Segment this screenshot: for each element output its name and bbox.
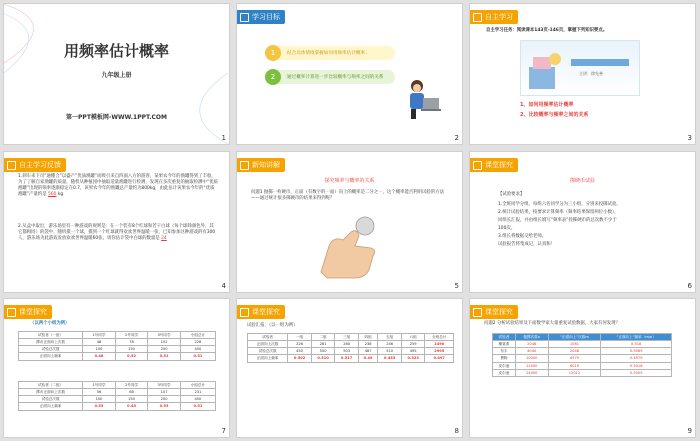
table-cell: 0.5069 [601, 348, 672, 355]
requirement-4: 试验报告将集成记，认真和！ [498, 242, 556, 247]
slide-number: 5 [454, 282, 459, 290]
table-header-row [19, 382, 216, 389]
table-cell: “正面向上”频率（m/n） [601, 334, 672, 341]
table-cell: 100 [83, 396, 116, 403]
question-text: 问题2 分析试验结果及下面数学家大量重复试验数据，大家有何发现？ [484, 321, 620, 326]
section-tag: 自主学习反馈 [4, 158, 66, 172]
table-cell: 150 [115, 346, 148, 353]
report-note: 试验汇报：（以一组为例） [247, 323, 298, 328]
table-cell: 102 [148, 339, 181, 346]
table-row [19, 389, 216, 396]
group-note: （以两个小组为例） [30, 321, 70, 326]
table-header-row [248, 334, 454, 341]
table-cell: 10000 [515, 355, 548, 362]
table-row [493, 348, 672, 355]
table-cell: 1号同学 [83, 382, 116, 389]
table-cell: 0.45 [115, 403, 148, 410]
slide-7[interactable] [3, 298, 230, 438]
slide-number: 3 [687, 134, 692, 142]
group-2-table [18, 381, 216, 411]
requirements-heading: 【试验要求】 [498, 192, 525, 197]
requirement-1: 1.全班同学分组，每组六名同学分为三小组，分别来投掷试验。 [498, 202, 621, 207]
table-cell: 0.51 [148, 353, 181, 360]
key-point-2: 2、比较概率与频率之间的关系 [520, 112, 589, 118]
table-cell: 0.52 [115, 353, 148, 360]
goal-item-1 [267, 46, 395, 60]
table-row [248, 355, 454, 362]
table-cell: 掷币正面向上次数 [19, 389, 83, 396]
table-cell: 246 [378, 341, 402, 348]
table-cell: 0.51 [180, 403, 215, 410]
table-row [493, 341, 672, 348]
section-tag: 课堂探究 [237, 305, 285, 319]
table-cell: 试验总次数 [19, 396, 83, 403]
table-cell: 4040 [515, 348, 548, 355]
table-cell: 68 [115, 389, 148, 396]
group-1-table [18, 331, 216, 361]
table-cell: 二组 [311, 334, 335, 341]
slide-6[interactable] [469, 151, 696, 293]
slide-9[interactable] [469, 298, 696, 438]
table-cell: 281 [311, 341, 335, 348]
section-tag: 课堂探究 [4, 305, 52, 319]
table-cell: 一组 [288, 334, 312, 341]
book-illustration [525, 49, 565, 93]
slide-subtitle: 九年级上册 [101, 72, 132, 79]
slide-2[interactable] [236, 3, 463, 145]
table-row [19, 396, 216, 403]
goal-item-2 [267, 70, 395, 84]
table-cell: 0.4979 [601, 355, 672, 362]
question-2 [18, 224, 218, 242]
table-cell: 100 [83, 346, 116, 353]
table-cell: 6019 [548, 362, 601, 369]
table-cell: 450 [180, 396, 215, 403]
table-row [19, 346, 216, 353]
table-cell: 试验总次数 [19, 346, 83, 353]
question-1 [18, 174, 218, 198]
section-heading: 探究频率与概率的关系 [324, 178, 375, 184]
table-cell: 503 [335, 348, 359, 355]
table-cell: 小组总计 [180, 382, 215, 389]
table-cell: 2995 [425, 348, 454, 355]
table-cell: 试验者（一组） [19, 332, 83, 339]
table-cell: 228 [180, 339, 215, 346]
table-cell: 掷币正面向上次数 [19, 339, 83, 346]
slide-8[interactable] [236, 298, 463, 438]
slide-3[interactable] [469, 3, 696, 145]
table-cell: 0.53 [148, 403, 181, 410]
section-tag: 课堂探究 [470, 158, 518, 172]
table-cell: 布丰 [493, 348, 516, 355]
slide-footer: 第一PPT模板网-WWW.1PPT.COM [66, 114, 167, 121]
section-tag: 新知讲解 [237, 158, 285, 172]
slide-number: 9 [687, 427, 692, 435]
requirement-2c: 100次。 [498, 226, 516, 231]
slide-number: 6 [687, 282, 692, 290]
table-cell: 小组总计 [180, 332, 215, 339]
table-cell: 全班总计 [425, 334, 454, 341]
table-cell: 450 [288, 348, 312, 355]
table-cell: 0.5005 [601, 369, 672, 376]
table-cell: 0.53 [83, 403, 116, 410]
table-cell: 3号同学 [148, 382, 181, 389]
table-cell: 试验者 [493, 334, 516, 341]
table-cell: “正面向上”次数m [548, 334, 601, 341]
book-cover [520, 40, 640, 96]
table-cell: 皮尔逊 [493, 369, 516, 376]
table-row [19, 403, 216, 410]
table-cell: 200 [148, 396, 181, 403]
table-row [19, 353, 216, 360]
table-cell: 107 [148, 389, 181, 396]
slide-number: 1 [221, 134, 226, 142]
table-cell: 试验总次数 [248, 348, 288, 355]
table-cell: 抛掷次数n [515, 334, 548, 341]
key-point-1: 1、如何用频率估计概率 [520, 102, 574, 108]
class-results-table [247, 333, 454, 363]
table-cell: 正面向上次数 [248, 341, 288, 348]
slide-4[interactable] [3, 151, 230, 293]
table-cell: 510 [378, 348, 402, 355]
table-header-row [19, 332, 216, 339]
table-cell: 550 [311, 348, 335, 355]
section-heading: 掷硬币试验 [569, 178, 595, 184]
slide-5[interactable] [236, 151, 463, 293]
table-cell: 四组 [358, 334, 377, 341]
table-cell: 48 [83, 339, 116, 346]
table-cell: 0.49 [358, 355, 377, 362]
table-cell: 56 [83, 389, 116, 396]
book-presenter: 主讲：徐先善 [579, 71, 603, 76]
table-cell: 150 [115, 396, 148, 403]
section-tag: 课堂探究 [470, 305, 518, 319]
table-cell: 0.453 [378, 355, 402, 362]
table-cell: 231 [180, 389, 215, 396]
student-laptop-illustration [399, 76, 445, 122]
slide-number: 4 [221, 282, 226, 290]
answer-2: 24 [161, 235, 167, 241]
table-cell: 正面向上频率 [19, 353, 83, 360]
table-cell: 0.510 [311, 355, 335, 362]
table-cell: 259 [401, 341, 425, 348]
table-cell: 1061 [548, 341, 601, 348]
slide-title: 用频率估计概率 [63, 42, 169, 60]
table-cell: 78 [115, 339, 148, 346]
goal-text-1: 结合具体情境掌握如何用频率估计概率； [287, 51, 370, 56]
table-row [248, 348, 454, 355]
requirement-3: 3.组长将数据交给老师。 [498, 234, 547, 239]
mathematicians-table [492, 333, 672, 377]
table-cell: 1490 [425, 341, 454, 348]
table-row [19, 339, 216, 346]
table-cell: 4979 [548, 355, 601, 362]
table-cell: 12012 [548, 369, 601, 376]
table-cell: 0.518 [601, 341, 672, 348]
table-cell: 试验者（二组） [19, 382, 83, 389]
goal-text-2: 通过概率计算进一步比较概率与频率之间的关系 [287, 75, 384, 80]
book-title-bar [571, 59, 629, 66]
table-row [248, 341, 454, 348]
section-tag: 学习目标 [237, 10, 285, 24]
table-cell: 226 [288, 341, 312, 348]
table-cell: 试验者 [248, 334, 288, 341]
question-1-text: 1.刹车来下司“通懂合”以盛产“优质渔罐”而吸引来自四面八方的游客，某果农今年的渔罐得到了丰收，为了了解自家渔罐的质量，随机从种植园中抽取适量渔罐进行检测，发现在多次重复的抽取检测中“优质渔罐”出现的频率逐渐稳定在0.7，该果农今年的渔罐总产量约为800kg，由此估计该果农今年的“优质渔罐”产量约是 [18, 174, 218, 197]
slide-number: 8 [454, 427, 459, 435]
task-text: 自主学习任务：阅读课本143页-146页，掌握下列知识要点。 [486, 28, 608, 33]
table-cell: 皮尔逊 [493, 362, 516, 369]
table-cell: 1号同学 [83, 332, 116, 339]
table-cell: 0.5016 [601, 362, 672, 369]
slide-number: 7 [221, 427, 226, 435]
slide-number: 2 [454, 134, 459, 142]
section-tag: 自主学习 [470, 10, 518, 24]
thumb-coin-illustration [311, 212, 391, 282]
requirement-2b: 同组长汇报，并由组长填写“频率表”投掷硬币的总次数不少于 [498, 218, 617, 223]
table-cell: 0.497 [425, 355, 454, 362]
table-cell: 五组 [378, 334, 402, 341]
table-cell: 200 [148, 346, 181, 353]
question-2-text: 2.从盒中取出，游乐场里有一种游戏的规则是：在一个装有8个红球和若干白球（每个球除颜色外，其它都相同）的袋中，随机摸一个球，摸到一个红球就得欢欢世界温暖一张，已知参加这种游戏的有300人，游乐场为此游戏发放欢欢世界温暖60张，请你估计袋中白球的数量是 [18, 224, 216, 241]
table-cell: 238 [358, 341, 377, 348]
table-cell: 12000 [515, 362, 548, 369]
table-row [493, 355, 672, 362]
table-cell: 0.51 [180, 353, 215, 360]
table-cell: 2048 [548, 348, 601, 355]
table-cell: 2号同学 [115, 382, 148, 389]
answer-1-unit: kg [57, 191, 64, 197]
goal-number-2: 2 [265, 69, 281, 85]
question-text: 问题1 抛掷一枚硬币，正面（有数字的一面）向上的概率是二分之一，这个概率能否利用试验的方法——通过统计很多掷硬币的结果来得到呢？ [251, 190, 444, 201]
table-cell: 正面向上频率 [248, 355, 288, 362]
table-cell: 0.523 [401, 355, 425, 362]
table-row [493, 369, 672, 376]
table-cell: 495 [401, 348, 425, 355]
table-cell: 2号同学 [115, 332, 148, 339]
slide-1[interactable] [3, 3, 230, 145]
table-header-row [493, 334, 672, 341]
table-row [493, 362, 672, 369]
table-cell: 3号同学 [148, 332, 181, 339]
table-cell: 费勒 [493, 355, 516, 362]
requirement-2: 2.统计试验结果，按要求计算频率（频率结果保留两位小数）， [498, 210, 619, 215]
table-cell: 260 [335, 341, 359, 348]
table-cell: 正面向上频率 [19, 403, 83, 410]
table-cell: 0.517 [335, 355, 359, 362]
table-cell: 三组 [335, 334, 359, 341]
table-cell: 487 [358, 348, 377, 355]
answer-1: 560 [48, 191, 57, 197]
table-cell: 0.502 [288, 355, 312, 362]
table-cell: 六组 [401, 334, 425, 341]
table-cell: 棣莫弗 [493, 341, 516, 348]
table-cell: 24000 [515, 369, 548, 376]
table-cell: 2048 [515, 341, 548, 348]
table-cell: 0.48 [83, 353, 116, 360]
table-cell: 450 [180, 346, 215, 353]
goal-number-1: 1 [265, 45, 281, 61]
